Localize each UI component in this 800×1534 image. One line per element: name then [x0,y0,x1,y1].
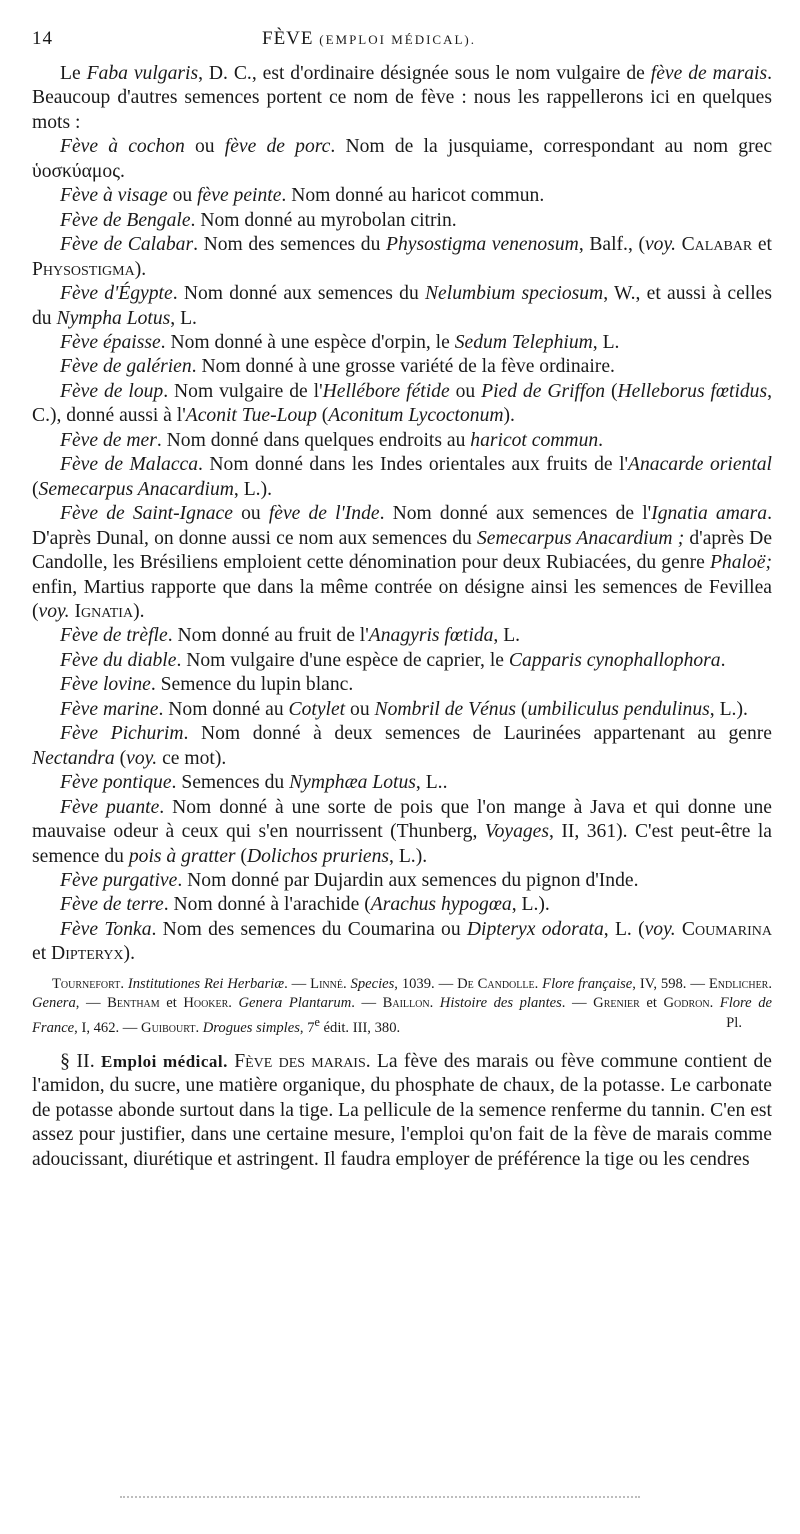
section-body: Fève des marais. La fève des marais ou fève commune contient de l'amidon, du sucre, une matière organique, du phosphate de chaux, de la potasse. Le carbonate de potasse abonde surtout dans la tige. La pellicule de la semence renferme du tannin. C'en est assez pour justifier, dans une certaine mesure, l'emploi qu'on fait de la fève de marais comme adoucissant, diurétique et astringent. Il faudra employer de préférence la tige ou les cendres [32,1050,773,1170]
section-medical-use [32,1049,772,1172]
section-heading: Emploi médical. [100,1051,228,1071]
entry-pichurim: Fève Pichurim. Nom donné à deux semences de Laurinées appartenant au genre Nectandra (voy. ce mot). [32,723,772,769]
page-number: 14 [32,28,53,49]
entry-tonka: Fève Tonka. Nom des semences du Coumarina ou Dipteryx odorata, L. (voy. Coumarina et Dipteryx). [32,918,772,965]
entry-trefle: Fève de trèfle. Nom donné au fruit de l'Anagyris fœtida, L. [60,625,521,647]
entry-diable: Fève du diable. Nom vulgaire d'une espèce de caprier, le Capparis cynophallophora. [60,649,726,671]
entry-intro: Le Faba vulgaris, D. C., est d'ordinaire désignée sous le nom vulgaire de fève de marais. Beaucoup d'autres semences portent ce nom de fève : nous les rappellerons ici en quelques mots : [32,63,772,133]
entry-galerien: Fève de galérien. Nom donné à une grosse variété de la fève ordinaire. [60,356,615,378]
entry-pontique: Fève pontique. Semences du Nymphæa Lotus, L.. [60,772,448,794]
entry-calabar: Fève de Calabar. Nom des semences du Physostigma venenosum, Balf., (voy. Calabar et Physostigma). [32,234,772,280]
bibliography [32,975,772,1039]
entry-egypte: Fève d'Égypte. Nom donné aux semences du Nelumbium speciosum, W., et aussi à celles du Nympha Lotus, L. [32,283,772,329]
entry-marine: Fève marine. Nom donné au Cotylet ou Nombril de Vénus (umbiliculus pendulinus, L.). [60,698,748,720]
running-title-sub: (EMPLOI MÉDICAL). [319,32,477,47]
bibliography-text: Tournefort. Institutiones Rei Herbariæ. — Linné. Species, 1039. — De Candolle. Flore française, IV, 598. — Endlicher. Genera, — Bentham et Hooker. Genera Plantarum. — Baillon. Histoire des plantes. — Grenier et Godron. Flore de France, I, 462. — Guibourt. Drogues simples, 7e édit. III, 380. [32,975,772,1037]
section-number: § II. [60,1049,95,1072]
running-title [262,28,772,50]
bottom-dotted-rule [120,1490,640,1498]
entry-visage: Fève à visage ou fève peinte. Nom donné au haricot commun. [60,185,545,207]
entry-terre: Fève de terre. Nom donné à l'arachide (Arachus hypogœa, L.). [60,894,550,916]
entry-epaisse: Fève épaisse. Nom donné à une espèce d'orpin, le Sedum Telephium, L. [60,331,620,353]
entry-lovine: Fève lovine. Semence du lupin blanc. [60,674,354,696]
page [32,28,772,1172]
entry-cochon: Fève à cochon ou fève de porc. Nom de la jusquiame, correspondant au nom grec ὑοσκύαμος. [32,136,773,182]
entry-list [32,62,772,967]
author-signature: Pl. [726,1014,742,1031]
entry-puante: Fève puante. Nom donné à une sorte de pois que l'on mange à Java et qui donne une mauvaise odeur à ceux qui s'en nourrissent (Thunberg, Voyages, II, 361). C'est peut-être la semence du pois à gratter (Dolichos pruriens, L.). [32,796,772,867]
running-head [32,28,772,62]
entry-bengale: Fève de Bengale. Nom donné au myrobolan citrin. [60,209,457,231]
entry-purgative: Fève purgative. Nom donné par Dujardin aux semences du pignon d'Inde. [60,869,639,891]
entry-loup: Fève de loup. Nom vulgaire de l'Hellébore fétide ou Pied de Griffon (Helleborus fœtidus, C.), donné aussi à l'Aconit Tue-Loup (Aconitum Lycoctonum). [32,380,773,427]
entry-mer: Fève de mer. Nom donné dans quelques endroits au haricot commun. [60,429,604,451]
entry-ignace: Fève de Saint-Ignace ou fève de l'Inde. Nom donné aux semences de l'Ignatia amara. D'après Dunal, on donne aussi ce nom aux semences du Semecarpus Anacardium ; d'après De Candolle, les Brésiliens emploient cette dénomination pour deux Rubiacées, du genre Phaloë; enfin, Martius rapporte que dans la même contrée on désigne ainsi les semences de Fevillea (voy. Ignatia). [32,503,773,622]
running-title-main: FÈVE [262,28,314,49]
entry-malacca: Fève de Malacca. Nom donné dans les Indes orientales aux fruits de l'Anacarde oriental (Semecarpus Anacardium, L.). [32,454,773,500]
